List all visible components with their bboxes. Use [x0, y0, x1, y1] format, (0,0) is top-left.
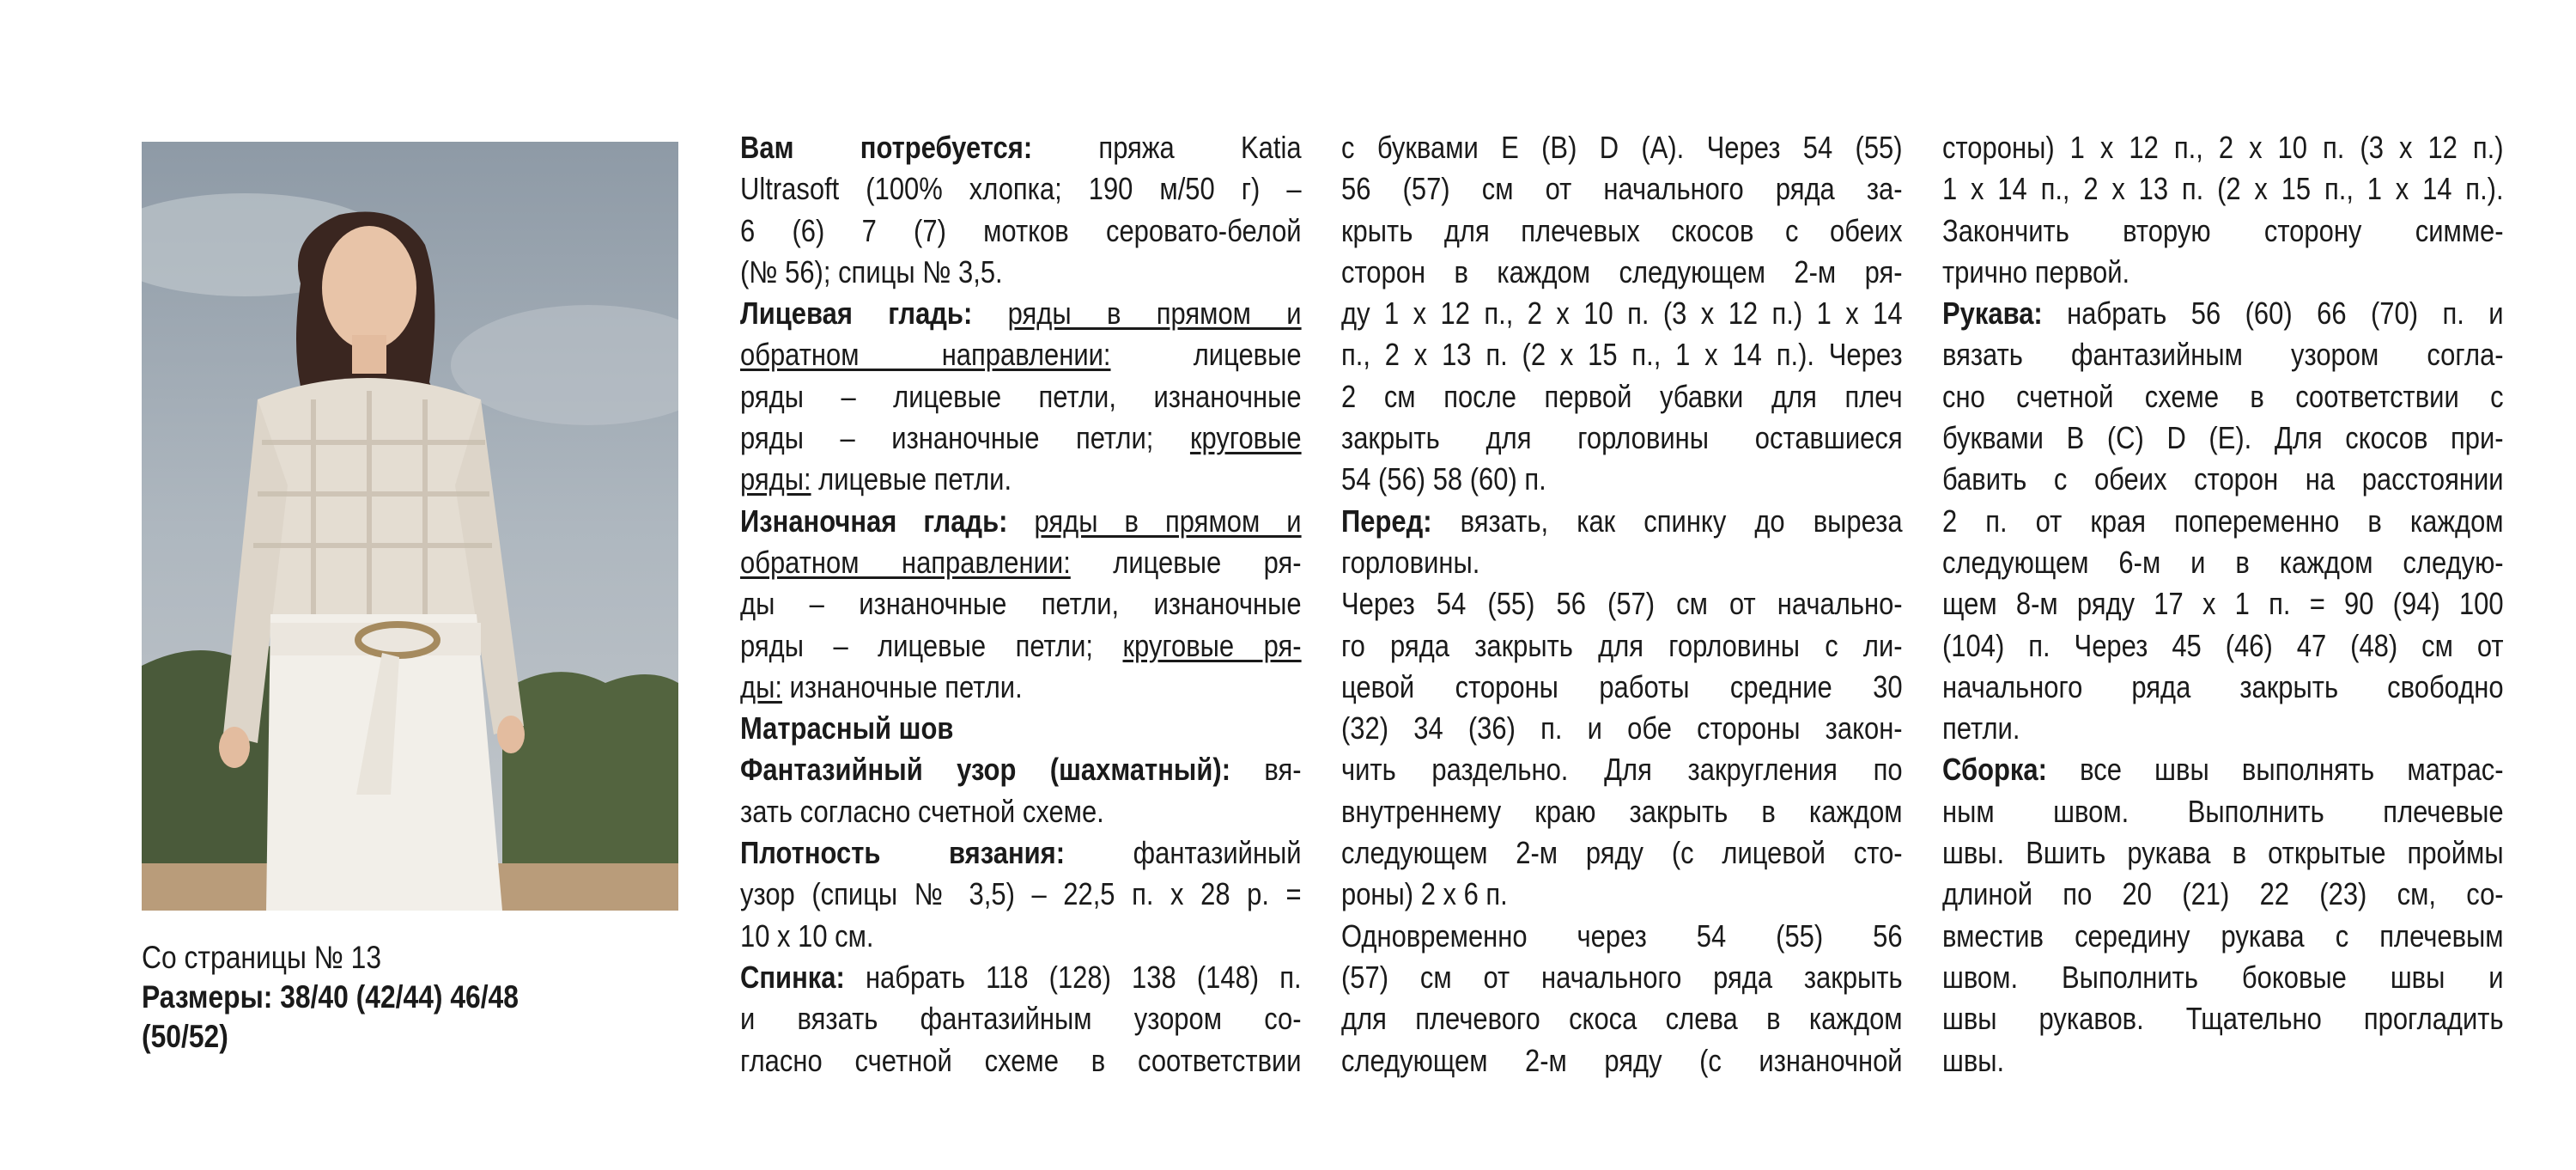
text-line: [1942, 1040, 2504, 1082]
text-column-2: [1341, 127, 1903, 1082]
text-run: го ряда закрыть для горловины с ли-: [1341, 627, 1903, 663]
text-run: для плечевого скоса слева в каждом: [1341, 1001, 1903, 1037]
text-run: лицевые: [1110, 337, 1302, 373]
text-line: [740, 210, 1302, 252]
text-run: изнаночные петли.: [781, 668, 1023, 704]
text-line: [1341, 916, 1903, 957]
text-run: фантазийный: [1065, 835, 1302, 871]
text-line: [1942, 998, 2504, 1039]
text-line: [740, 542, 1302, 583]
text-run: швы.: [1942, 1042, 2005, 1078]
text-run: вя-: [1230, 752, 1302, 788]
text-run: ряды – лицевые петли;: [740, 627, 1123, 663]
text-run: лицевые петли.: [811, 461, 1012, 497]
text-run: все швы выполнять матрас-: [2046, 752, 2504, 788]
text-run: сторон в каждом следующем 2-м ря-: [1341, 253, 1903, 289]
text-line: [740, 998, 1302, 1039]
text-run: гласно счетной схеме в соответствии: [740, 1042, 1302, 1078]
text-run: и вязать фантазийным узором со-: [740, 1001, 1302, 1037]
text-line: [1341, 583, 1903, 625]
text-run: щем 8-м ряду 17 х 1 п. = 90 (94) 100: [1942, 586, 2504, 622]
text-line: [740, 501, 1302, 542]
text-line: [740, 832, 1302, 874]
bold-heading: Лицевая гладь:: [740, 296, 973, 332]
text-run: начального ряда закрыть свободно: [1942, 668, 2504, 704]
bold-heading: Сборка:: [1942, 752, 2047, 788]
text-run: ряды – лицевые петли, изнаночные: [740, 378, 1302, 414]
text-line: [1942, 376, 2504, 417]
text-line: [1341, 998, 1903, 1039]
text-line: [1942, 625, 2504, 667]
text-line: [740, 749, 1302, 790]
text-run: [1007, 503, 1034, 539]
text-line: [740, 916, 1302, 957]
text-line: [1942, 168, 2504, 210]
text-line: [1341, 542, 1903, 583]
sizes-line-1: Размеры: 38/40 (42/44) 46/48: [142, 979, 519, 1015]
sizes-line-2: (50/52): [142, 1019, 228, 1054]
text-column-3: [1942, 127, 2504, 1082]
text-run: узор (спицы № 3,5) – 22,5 п. х 28 р. =: [740, 876, 1302, 912]
text-line: [1341, 459, 1903, 500]
text-run: закрыть для горловины оставшиеся: [1341, 420, 1903, 456]
text-line: [740, 252, 1302, 293]
bold-heading: Изнаночная гладь:: [740, 503, 1008, 539]
text-line: [1942, 874, 2504, 915]
text-run: Закончить вторую сторону симме-: [1942, 212, 2504, 248]
text-line: [740, 376, 1302, 417]
text-line: [1942, 293, 2504, 334]
photo-illustration: [142, 142, 678, 911]
underlined-term: обратном направлении:: [740, 337, 1111, 373]
text-run: пряжа Katia: [1032, 130, 1302, 165]
text-run: ду 1 х 12 п., 2 х 10 п. (3 х 12 п.) 1 х 14: [1341, 296, 1903, 332]
underlined-term: круговые ря-: [1122, 627, 1302, 663]
text-line: [1341, 832, 1903, 874]
text-line: [740, 1040, 1302, 1082]
text-line: [1942, 957, 2504, 998]
text-line: [1341, 127, 1903, 168]
text-run: 1 х 14 п., 2 х 13 п. (2 х 15 п., 1 х 14 п.).: [1942, 171, 2504, 207]
text-run: Ultrasoft (100% хлопка; 190 м/50 г) –: [740, 171, 1302, 207]
text-line: [1341, 667, 1903, 708]
text-line: [740, 791, 1302, 832]
text-line: [1341, 1040, 1903, 1082]
text-run: буквами В (С) D (Е). Для скосов при-: [1942, 420, 2504, 456]
text-line: [1942, 708, 2504, 749]
text-run: ряды – изнаночные петли;: [740, 420, 1190, 456]
bold-heading: Фантазийный узор (шахматный):: [740, 752, 1231, 788]
text-line: [1341, 625, 1903, 667]
bold-heading: Рукава:: [1942, 296, 2043, 332]
text-run: швы. Вшить рукава в открытые проймы: [1942, 835, 2504, 871]
text-line: [1942, 459, 2504, 500]
text-line: [1341, 874, 1903, 915]
text-run: п., 2 х 13 п. (2 х 15 п., 1 х 14 п.). Через: [1341, 337, 1903, 373]
text-line: [740, 417, 1302, 459]
text-line: [1942, 501, 2504, 542]
text-run: сно счетной схеме в соответствии с: [1942, 378, 2504, 414]
text-run: 56 (57) см от начального ряда за-: [1341, 171, 1903, 207]
text-run: бавить с обеих сторон на расстоянии: [1942, 461, 2504, 497]
underlined-term: ряды в прямом и: [1034, 503, 1302, 539]
text-line: [1942, 542, 2504, 583]
text-line: [1341, 749, 1903, 790]
text-line: [1341, 168, 1903, 210]
text-run: ды – изнаночные петли, изнаночные: [740, 586, 1302, 622]
text-run: роны) 2 х 6 п.: [1341, 876, 1508, 912]
text-run: вместив середину рукава с плечевым: [1942, 917, 2504, 954]
text-run: (№ 56); спицы № 3,5.: [740, 253, 1003, 289]
text-run: 6 (6) 7 (7) мотков серовато-белой: [740, 212, 1302, 248]
text-run: длиной по 20 (21) 22 (23) см, со-: [1942, 876, 2504, 912]
text-line: [740, 127, 1302, 168]
text-line: [1341, 708, 1903, 749]
text-run: следующем 2-м ряду (с лицевой сто-: [1341, 835, 1903, 871]
text-run: (32) 34 (36) п. и обе стороны закон-: [1341, 710, 1903, 746]
text-line: [740, 459, 1302, 500]
text-line: [1341, 252, 1903, 293]
model-photo: [142, 142, 678, 911]
text-run: следующем 2-м ряду (с изнаночной: [1341, 1042, 1903, 1078]
text-run: 54 (56) 58 (60) п.: [1341, 461, 1546, 497]
text-run: петли.: [1942, 710, 2020, 746]
text-line: [1341, 791, 1903, 832]
text-line: [740, 957, 1302, 998]
text-line: [1942, 832, 2504, 874]
text-line: [1341, 417, 1903, 459]
underlined-term: круговые: [1189, 420, 1302, 456]
text-run: Через 54 (55) 56 (57) см от начально-: [1341, 586, 1903, 622]
text-run: цевой стороны работы средние 30: [1341, 668, 1903, 704]
text-line: [740, 625, 1302, 667]
text-line: [1341, 501, 1903, 542]
text-run: внутреннему краю закрыть в каждом: [1341, 793, 1903, 829]
text-line: [1942, 417, 2504, 459]
text-run: 10 х 10 см.: [740, 917, 874, 954]
text-line: [1942, 749, 2504, 790]
text-run: чить раздельно. Для закругления по: [1341, 752, 1903, 788]
text-line: [1942, 334, 2504, 375]
text-line: [1942, 583, 2504, 625]
text-run: [972, 296, 1007, 331]
text-run: лицевые ря-: [1070, 544, 1302, 580]
text-line: [740, 874, 1302, 915]
text-run: Одновременно через 54 (55) 56: [1341, 917, 1903, 954]
bold-heading: Плотность вязания:: [740, 835, 1066, 871]
underlined-term: ды:: [740, 668, 782, 704]
underlined-term: обратном направлении:: [740, 544, 1071, 580]
text-line: [1341, 957, 1903, 998]
text-line: [1942, 916, 2504, 957]
text-run: следующем 6-м и в каждом следую-: [1942, 544, 2504, 580]
text-run: вязать, как спинку до выреза: [1431, 503, 1903, 539]
text-run: набрать 56 (60) 66 (70) п. и: [2042, 296, 2504, 332]
text-line: [1942, 791, 2504, 832]
caption: [142, 938, 614, 1057]
text-line: [740, 334, 1302, 375]
text-run: ным швом. Выполнить плечевые: [1942, 793, 2504, 829]
bold-heading: Матрасный шов: [740, 710, 954, 746]
text-run: стороны) 1 х 12 п., 2 х 10 п. (3 х 12 п.): [1942, 130, 2504, 165]
source-page: Со страницы № 13: [142, 940, 382, 975]
text-line: [1942, 127, 2504, 168]
text-run: зать согласно счетной схеме.: [740, 793, 1104, 829]
text-line: [1942, 667, 2504, 708]
bold-heading: Вам потребуется:: [740, 130, 1033, 165]
text-run: набрать 118 (128) 138 (148) п.: [844, 959, 1302, 995]
text-run: с буквами Е (В) D (А). Через 54 (55): [1341, 130, 1903, 165]
text-line: [1341, 293, 1903, 334]
text-line: [1341, 334, 1903, 375]
text-line: [740, 583, 1302, 625]
text-run: швы рукавов. Тщательно прогладить: [1942, 1001, 2504, 1037]
text-run: крыть для плечевых скосов с обеих: [1341, 212, 1903, 248]
text-run: горловины.: [1341, 544, 1480, 580]
text-line: [1341, 376, 1903, 417]
text-run: трично первой.: [1942, 253, 2130, 289]
text-line: [1942, 252, 2504, 293]
underlined-term: ряды в прямом и: [1007, 296, 1302, 332]
text-line: [1341, 210, 1903, 252]
text-column-1: [740, 127, 1302, 1082]
text-line: [740, 293, 1302, 334]
text-line: [740, 708, 1302, 749]
text-run: швом. Выполнить боковые швы и: [1942, 959, 2504, 995]
bold-heading: Перед:: [1341, 503, 1432, 539]
underlined-term: ряды:: [740, 461, 811, 497]
text-line: [740, 168, 1302, 210]
text-run: 2 п. от края попеременно в каждом: [1942, 503, 2504, 539]
text-run: (57) см от начального ряда закрыть: [1341, 959, 1903, 995]
text-run: 2 см после первой убавки для плеч: [1341, 378, 1903, 414]
text-line: [1942, 210, 2504, 252]
text-run: (104) п. Через 45 (46) 47 (48) см от: [1942, 627, 2504, 663]
text-line: [740, 667, 1302, 708]
text-run: вязать фантазийным узором согла-: [1942, 337, 2504, 373]
bold-heading: Спинка:: [740, 959, 845, 995]
